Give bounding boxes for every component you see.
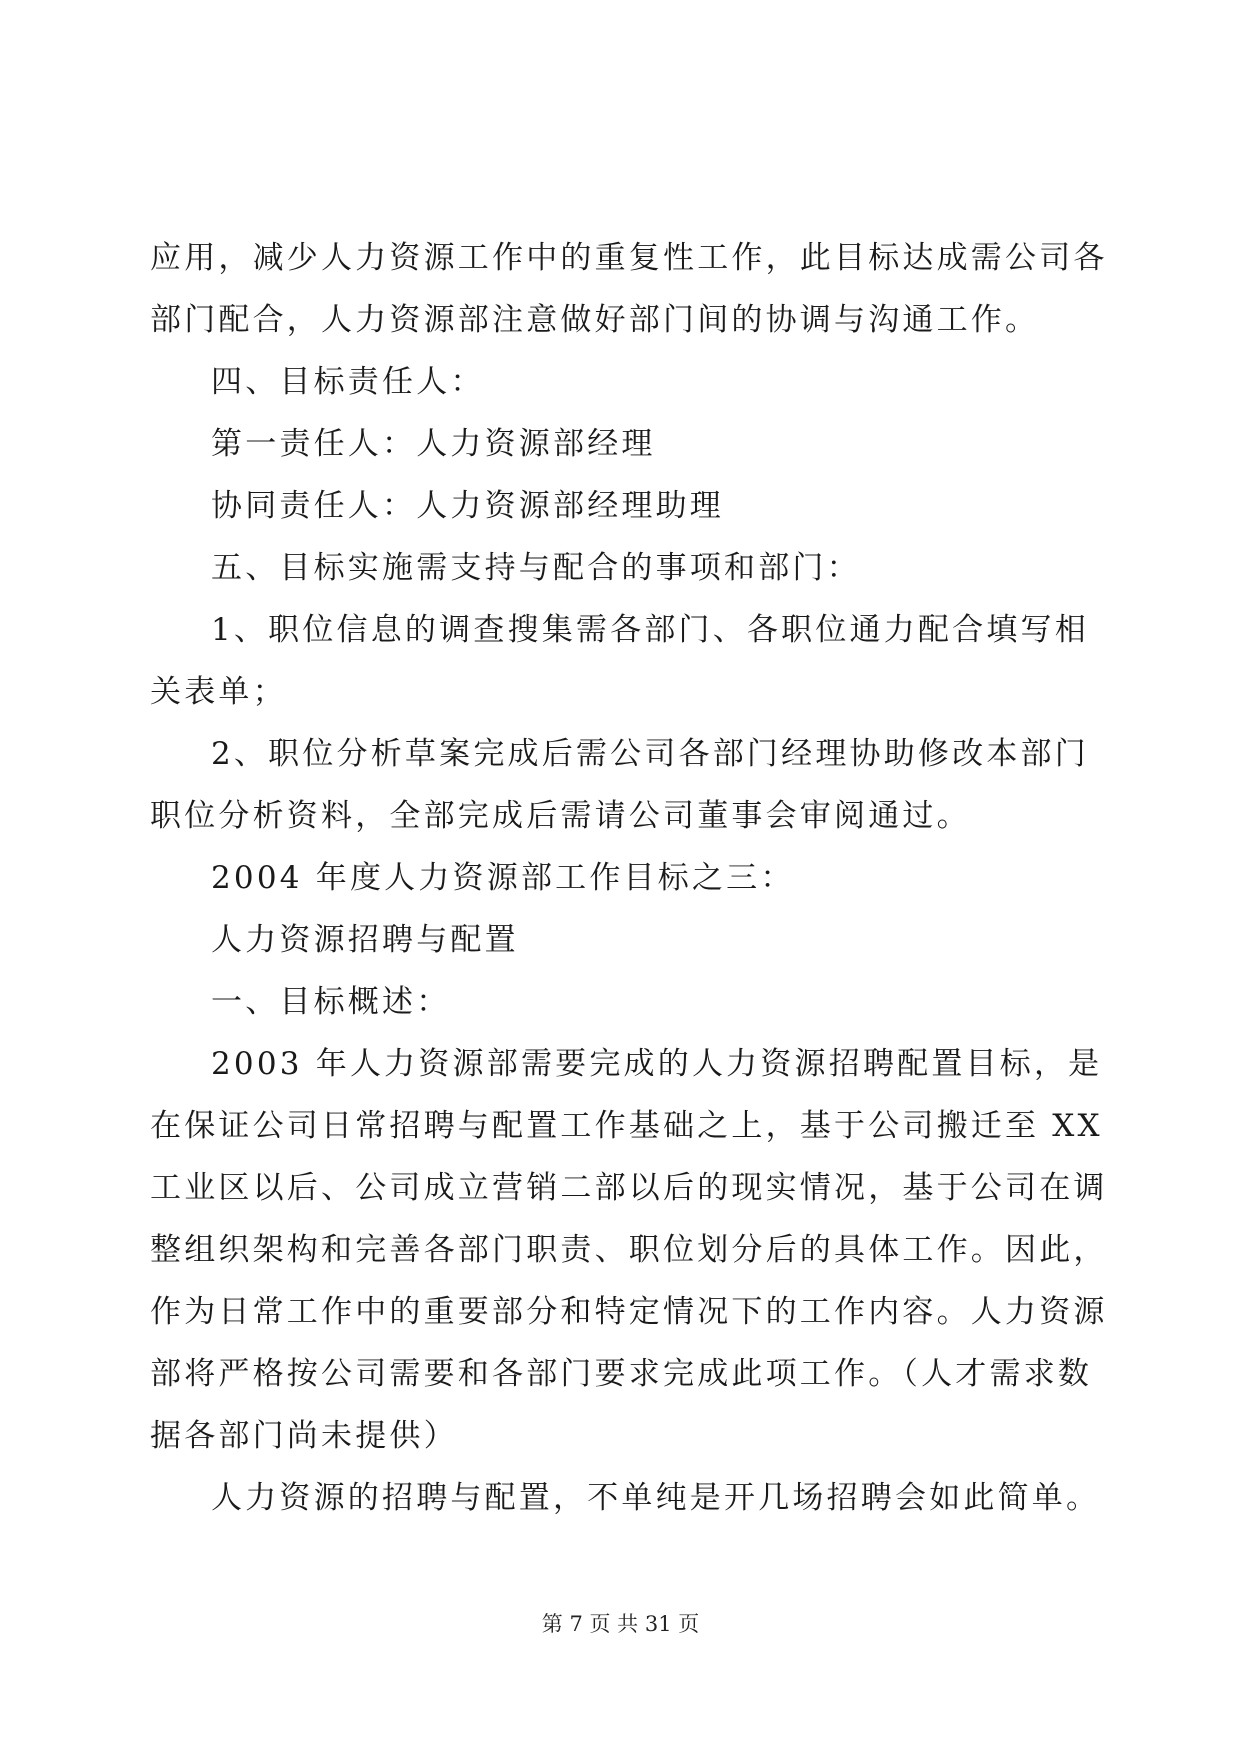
text-line: 工业区以后、公司成立营销二部以后的现实情况，基于公司在调: [150, 1170, 1108, 1206]
text-line: 关表单；: [150, 674, 287, 710]
text-line: 职位分析资料，全部完成后需请公司董事会审阅通过。: [150, 798, 971, 834]
text-line: 2003 年人力资源部需要完成的人力资源招聘配置目标，是: [211, 1046, 1103, 1082]
text-line: 整组织架构和完善各部门职责、职位划分后的具体工作。因此，: [150, 1232, 1108, 1268]
text-line: 部将严格按公司需要和各部门要求完成此项工作。（人才需求数: [150, 1356, 1093, 1392]
text-line: 作为日常工作中的重要部分和特定情况下的工作内容。人力资源: [150, 1294, 1108, 1330]
text-line: 2、职位分析草案完成后需公司各部门经理协助修改本部门: [211, 736, 1089, 772]
text-line: 1、职位信息的调查搜集需各部门、各职位通力配合填写相: [211, 612, 1089, 648]
text-line: 协同责任人：人力资源部经理助理: [211, 488, 724, 524]
text-line: 人力资源的招聘与配置，不单纯是开几场招聘会如此简单。: [211, 1480, 1101, 1516]
page-number-footer: 第 7 页 共 31 页: [541, 1612, 700, 1636]
text-line: 部门配合，人力资源部注意做好部门间的协调与沟通工作。: [150, 302, 1040, 338]
text-line: 人力资源招聘与配置: [211, 922, 519, 958]
text-line: 四、目标责任人：: [211, 364, 485, 400]
text-line: 五、目标实施需支持与配合的事项和部门：: [211, 550, 861, 586]
text-line: 应用，减少人力资源工作中的重复性工作，此目标达成需公司各: [150, 240, 1108, 276]
text-line: 据各部门尚未提供）: [150, 1418, 458, 1454]
text-line: 第一责任人：人力资源部经理: [211, 426, 656, 462]
text-line: 2004 年度人力资源部工作目标之三：: [211, 860, 795, 896]
text-line: 在保证公司日常招聘与配置工作基础之上，基于公司搬迁至 XX: [150, 1108, 1103, 1144]
text-line: 一、目标概述：: [211, 984, 451, 1020]
